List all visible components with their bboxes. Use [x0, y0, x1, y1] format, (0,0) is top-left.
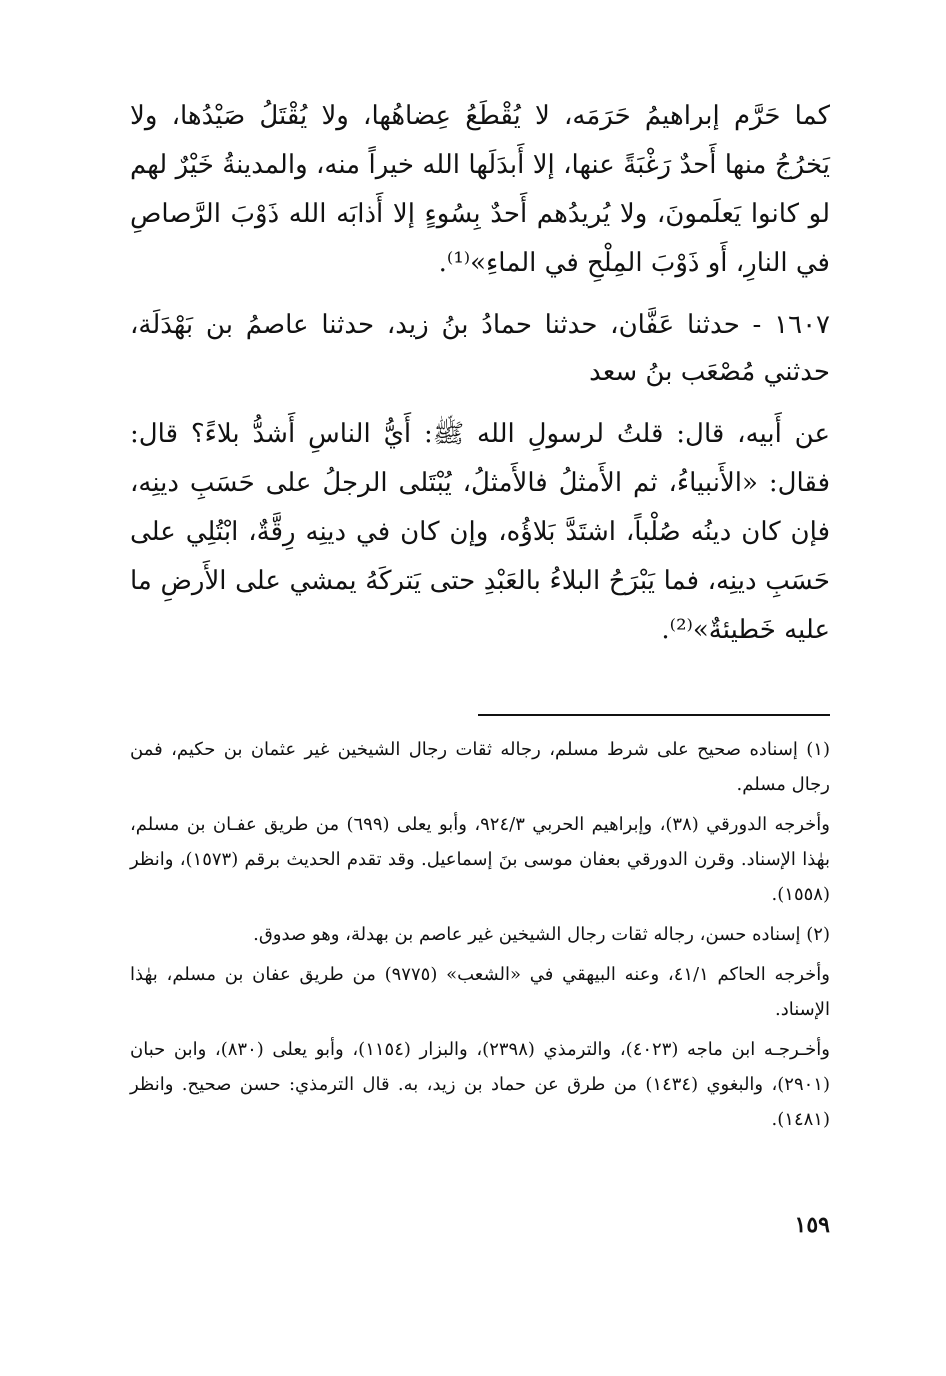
- footnote-2-takhrij-a: وأخرجه الحاكم ٤١/١، وعنه البيهقي في «الشعب» (٩٧٧٥) من طريق عفان بن مسلم، بهٰذا الإسناد.: [130, 964, 830, 1020]
- footnote-1: (١) إسناده صحيح على شرط مسلم، رجاله ثقات رجال الشيخين غير عثمان بن حكيم، فمن رجال مسلم.: [130, 739, 830, 795]
- footnote-2: (٢) إسناده حسن، رجاله ثقات رجال الشيخين غير عاصم بن بهدلة، وهو صدوق.: [253, 924, 830, 945]
- book-page: [130, 92, 830, 1352]
- hadith-text-continued: كما حَرَّم إبراهيمُ حَرَمَه، لا يُقْطَعُ عِضاهُها، ولا يُقْتَلُ صَيْدُها، ولا يَخرُجُ منها أَحدٌ رَغْبَةً عنها، إلا أَبدَلَها الله خيراً منه، والمدينةُ خَيْرٌ لهم لو كانوا يَعلَمونَ، ولا يُريدُهم أَحدٌ بِسُوءٍ إلا أَذابَه الله ذَوْبَ الرَّصاصِ في النارِ، أَو ذَوْبَ المِلْحِ في الماءِ»⁽¹⁾.: [130, 101, 830, 278]
- hadith-1607-text: عن أَبيه، قال: قلتُ لرسولِ الله ﷺ: أَيُّ الناسِ أَشدُّ بلاءً؟ قال: فقال: «الأَنبياءُ، ثم الأَمثلُ فالأَمثلُ، يُبْتَلى الرجلُ على حَسَبِ دينِه، فإن كان دينُه صُلْباً، اشتَدَّ بَلاؤُه، وإن كان في دينِه رِقَّةٌ، ابْتُلِي على حَسَبِ دينِه، فما يَبْرَحُ البلاءُ بالعَبْدِ حتى يَتركَهُ يمشي على الأَرضِ ما عليه خَطيئةٌ»⁽²⁾.: [130, 419, 830, 645]
- footnote-separator: [478, 714, 830, 716]
- footnote-1-takhrij: وأخرجه الدورقي (٣٨)، وإبراهيم الحربي ٩٢٤/٣، وأبو يعلى (٦٩٩) من طريق عفـان بن مسلم، بهٰذا الإسناد. وقرن الدورقي بعفان موسى بنَ إسماعيل. وقد تقدم الحديث برقم (١٥٧٣)، وانظر (١٥٥٨).: [130, 814, 830, 905]
- footnotes: [130, 732, 830, 1142]
- footnote-2-takhrij-b: وأخـرجـه ابن ماجه (٤٠٢٣)، والترمذي (٢٣٩٨)، والبزار (١١٥٤)، وأبو يعلى (٨٣٠)، وابن حبان (٢٩٠١)، والبغوي (١٤٣٤) من طرق عن حماد بن زيد، به. قال الترمذي: حسن صحيح. وانظر (١٤٨١).: [130, 1039, 830, 1130]
- hadith-1607-chain: ١٦٠٧ - حدثنا عَفَّان، حدثنا حمادُ بنُ زيد، حدثنا عاصمُ بن بَهْدَلَة، حدثني مُصْعَب بنُ سعد: [130, 310, 830, 387]
- page-number: ١٥٩: [794, 1212, 830, 1238]
